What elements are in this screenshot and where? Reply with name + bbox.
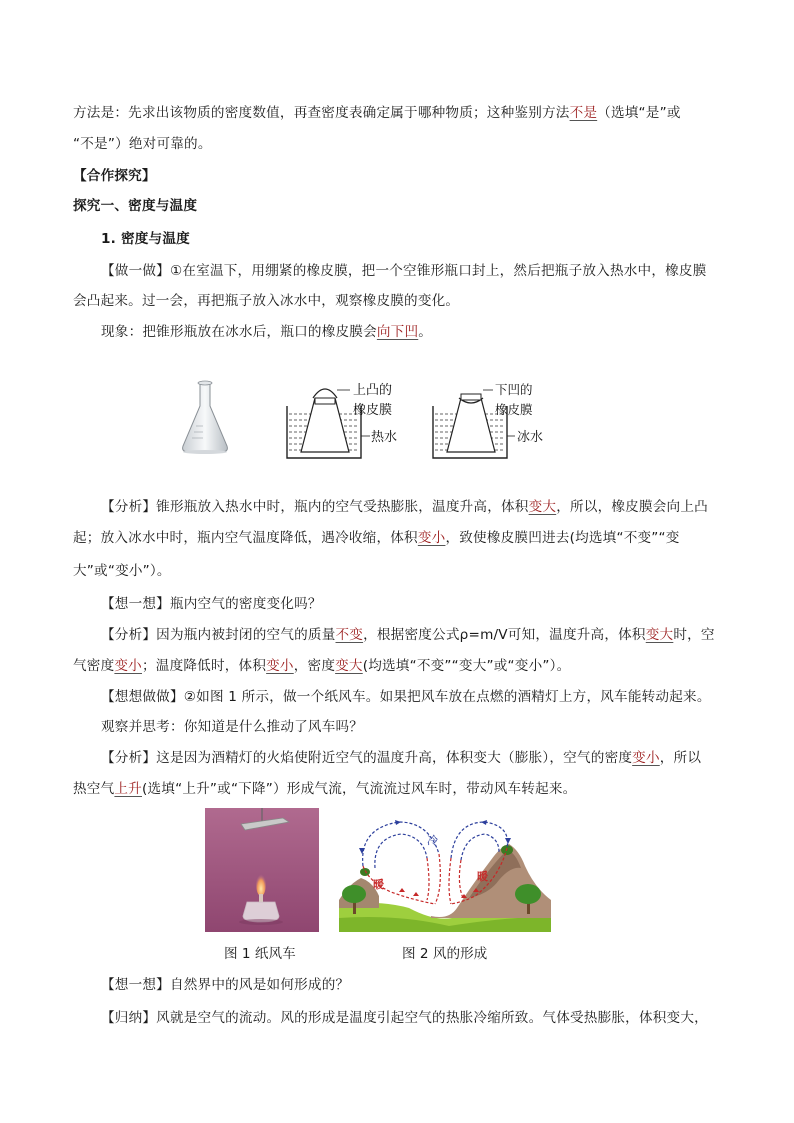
text: 起；放入冰水中时，瓶内空气温度降低，遇冷收缩，体积: [73, 530, 418, 546]
label-warm-left: 暖: [373, 878, 384, 891]
text: (选填“上升”或“下降”）形成气流，气流流过风车时，带动风车转起来。: [141, 781, 577, 797]
label-hot-water: 热水: [371, 430, 398, 445]
text: ，密度: [293, 658, 336, 674]
answer-blank: 变小: [417, 530, 446, 546]
answer-blank: 变小: [114, 658, 142, 674]
text: 。: [418, 324, 433, 340]
label-cold: 冷: [427, 834, 438, 847]
think-2-line: 【想一想】自然界中的风是如何形成的？: [101, 977, 350, 993]
answer-blank: 变大: [335, 658, 363, 674]
text: ，根据密度公式ρ=m/V可知，温度升高，体积: [363, 627, 646, 643]
text: 热空气: [73, 781, 115, 797]
figure-1-caption: 图 1 纸风车: [224, 946, 296, 962]
text: 【分析】这是因为酒精灯的火焰使附近空气的温度升高，体积变大（膨胀），空气的密度: [101, 750, 633, 766]
answer-blank: 变小: [266, 658, 294, 674]
label-convex-1: 上凸的: [353, 383, 393, 398]
answer-blank: 上升: [114, 781, 142, 797]
heading-explore-1: 探究一、密度与温度: [73, 198, 198, 214]
glass-flask-image: [183, 381, 228, 454]
method-line-1: [73, 103, 681, 123]
think-do-line: 【想想做做】②如图 1 所示，做一个纸风车。如果把风车放在点燃的酒精灯上方，风车能转动起来。: [101, 689, 711, 705]
label-ice-water: 冰水: [517, 430, 544, 445]
phenomenon-line: [101, 322, 432, 342]
do-it-line-1: 【做一做】①在室温下，用绷紧的橡皮膜，把一个空锥形瓶口封上，然后把瓶子放入热水中，橡皮膜: [101, 263, 707, 279]
text: 【分析】因为瓶内被封闭的空气的质量: [101, 627, 336, 643]
observe-line: 观察并思考：你知道是什么推动了风车吗？: [101, 719, 364, 735]
answer-blank: 向下凹: [376, 324, 419, 340]
text: ，致使橡皮膜凹进去(均选填“不变”“变: [445, 530, 680, 546]
answer-blank: 变大: [645, 627, 674, 643]
analysis-1-line-1: [101, 497, 708, 517]
wind-formation-diagram: [339, 808, 551, 932]
answer-blank: 变小: [632, 750, 660, 766]
text: 方法是：先求出该物质的密度数值，再查密度表确定属于哪种物质；这种鉴别方法: [73, 105, 570, 121]
analysis-1-line-2: [73, 528, 680, 548]
text: ；温度降低时，体积: [141, 658, 267, 674]
text: 气密度: [73, 658, 115, 674]
text: ，所以: [659, 750, 702, 766]
analysis-1-line-3: 大”或“变小”）。: [73, 563, 171, 579]
figure-2-caption: 图 2 风的形成: [402, 946, 488, 962]
text: (均选填“不变”“变大”或“变小”）。: [362, 658, 571, 674]
label-concave-2: 橡皮膜: [495, 402, 533, 417]
answer-blank: 变大: [528, 499, 557, 515]
summary-line: 【归纳】风就是空气的流动。风的形成是温度引起空气的热胀冷缩所致。气体受热膨胀，体积变大，: [101, 1010, 708, 1026]
hot-water-setup: [287, 383, 397, 458]
flame-icon: [256, 872, 266, 896]
method-line-2: “不是”）绝对可靠的。: [73, 136, 212, 152]
label-concave-1: 下凹的: [495, 382, 533, 397]
analysis-2-line-1: [101, 625, 715, 645]
label-warm-right: 暖: [477, 870, 488, 883]
text: 现象：把锥形瓶放在冰水后，瓶口的橡皮膜会: [101, 324, 377, 340]
heading-cooperative-inquiry: 【合作探究】: [73, 168, 156, 184]
flask-experiment-diagram: [175, 378, 555, 468]
cold-water-setup: [433, 382, 543, 458]
do-it-line-2: 会凸起来。过一会，再把瓶子放入冰水中，观察橡皮膜的变化。: [73, 293, 460, 309]
analysis-3-line-2: [73, 779, 576, 799]
label-convex-2: 橡皮膜: [353, 403, 393, 418]
analysis-2-line-2: [73, 656, 570, 676]
text: （选填“是”或: [597, 105, 681, 121]
heading-density-temperature: 1. 密度与温度: [101, 231, 190, 247]
answer-blank: 不是: [569, 105, 598, 121]
paper-windmill-photo: [205, 808, 319, 932]
text: 时，空: [673, 627, 715, 643]
text: 【分析】锥形瓶放入热水中时，瓶内的空气受热膨胀，温度升高，体积: [101, 499, 529, 515]
analysis-3-line-1: [101, 748, 701, 768]
answer-blank: 不变: [335, 627, 364, 643]
text: ，所以，橡皮膜会向上凸: [556, 499, 708, 515]
think-1-line: 【想一想】瓶内空气的密度变化吗？: [101, 596, 322, 612]
